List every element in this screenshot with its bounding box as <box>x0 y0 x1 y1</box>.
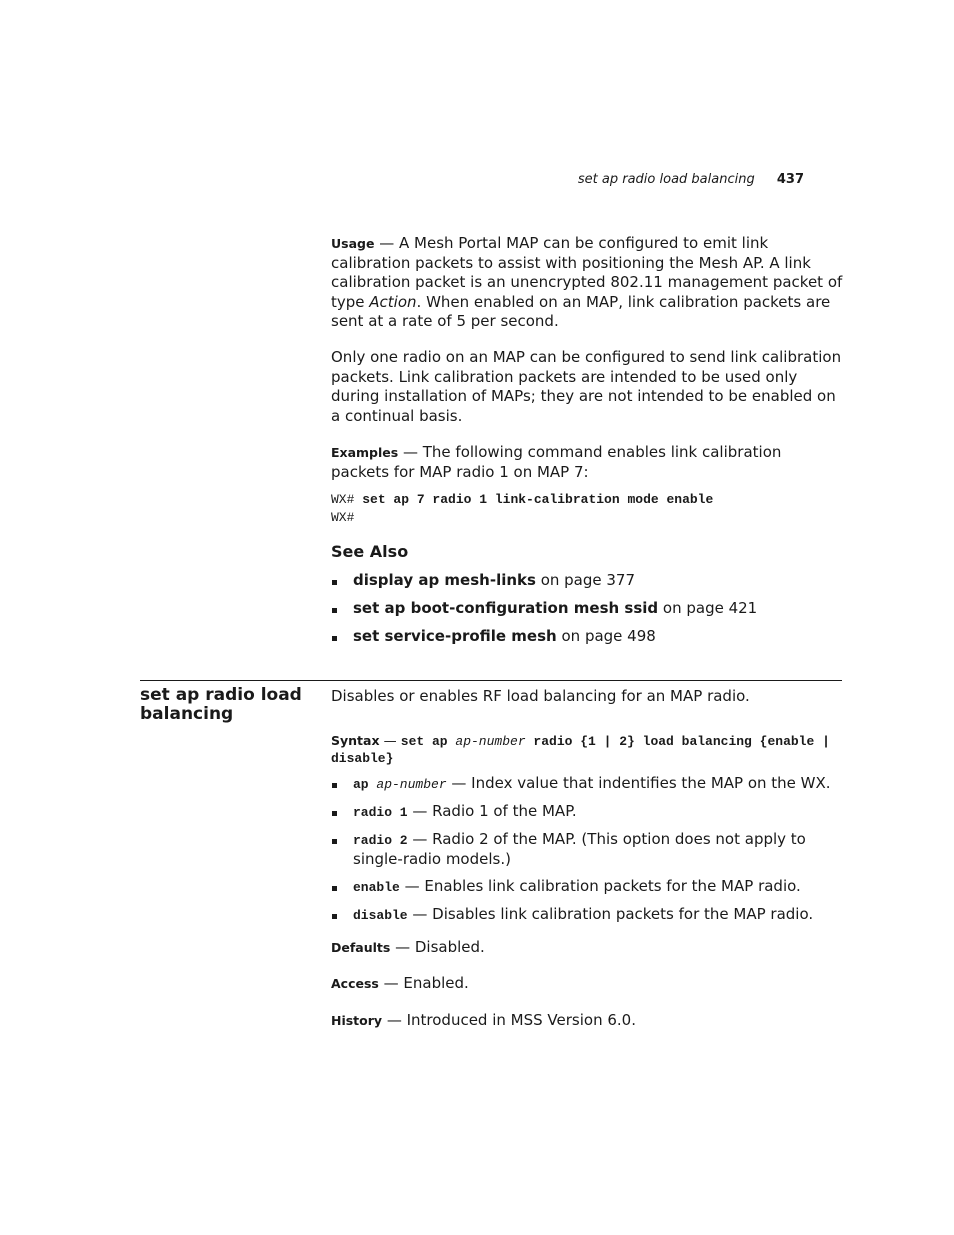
usage-paragraph: Usage — A Mesh Portal MAP can be configured to emit link calibration packets to assist with positioning the Mesh AP. A link calibration packet is an unencrypted 802.11 management packet of type Action. When enabled on an MAP, link calibration packets are sent at a rate of 5 per second. <box>331 234 843 331</box>
parameter-list <box>331 774 843 925</box>
history-label: History <box>331 1013 383 1028</box>
see-also-item[interactable]: display ap mesh-links on page 377 <box>331 571 843 590</box>
access-paragraph: Access — Enabled. <box>331 974 469 992</box>
see-also-item[interactable]: set ap boot-configuration mesh ssid on page 421 <box>331 599 843 618</box>
history-paragraph: History — Introduced in MSS Version 6.0. <box>331 1011 636 1029</box>
param-item: enable — Enables link calibration packets for the MAP radio. <box>331 877 843 897</box>
syntax-line: Syntax — set ap ap-number radio {1 | 2} load balancing {enable | disable} <box>331 733 830 766</box>
access-label: Access <box>331 976 379 991</box>
param-item: disable — Disables link calibration packets for the MAP radio. <box>331 905 843 925</box>
see-also-item[interactable]: set service-profile mesh on page 498 <box>331 627 843 646</box>
examples-label: Examples <box>331 445 399 460</box>
usage-label: Usage <box>331 236 375 251</box>
example-code: WX# set ap 7 radio 1 link-calibration mode enable WX# <box>331 492 714 525</box>
section-title: set ap radio load balancing <box>140 685 302 724</box>
syntax-label: Syntax <box>331 733 380 748</box>
section-divider <box>140 680 842 681</box>
examples-paragraph: Examples — The following command enables link calibration packets for MAP radio 1 on MAP 7: <box>331 443 782 481</box>
param-item: ap ap-number — Index value that indentifies the MAP on the WX. <box>331 774 843 794</box>
param-item: radio 2 — Radio 2 of the MAP. (This option does not apply to single-radio models.) <box>331 830 843 869</box>
defaults-paragraph: Defaults — Disabled. <box>331 938 485 956</box>
running-header <box>578 172 804 187</box>
see-also-heading: See Also <box>331 542 409 561</box>
page-number: 437 <box>776 172 804 187</box>
param-item: radio 1 — Radio 1 of the MAP. <box>331 802 843 822</box>
header-title: set ap radio load balancing <box>577 172 755 187</box>
see-also-list <box>331 571 843 646</box>
defaults-label: Defaults <box>331 940 391 955</box>
notice-paragraph: Only one radio on an MAP can be configured to send link calibration packets. Link calibration packets are intended to be used only during installation of MAPs; they are not intended to be enabled on a continual basis. <box>331 348 842 425</box>
section-description: Disables or enables RF load balancing for an MAP radio. <box>331 687 750 705</box>
